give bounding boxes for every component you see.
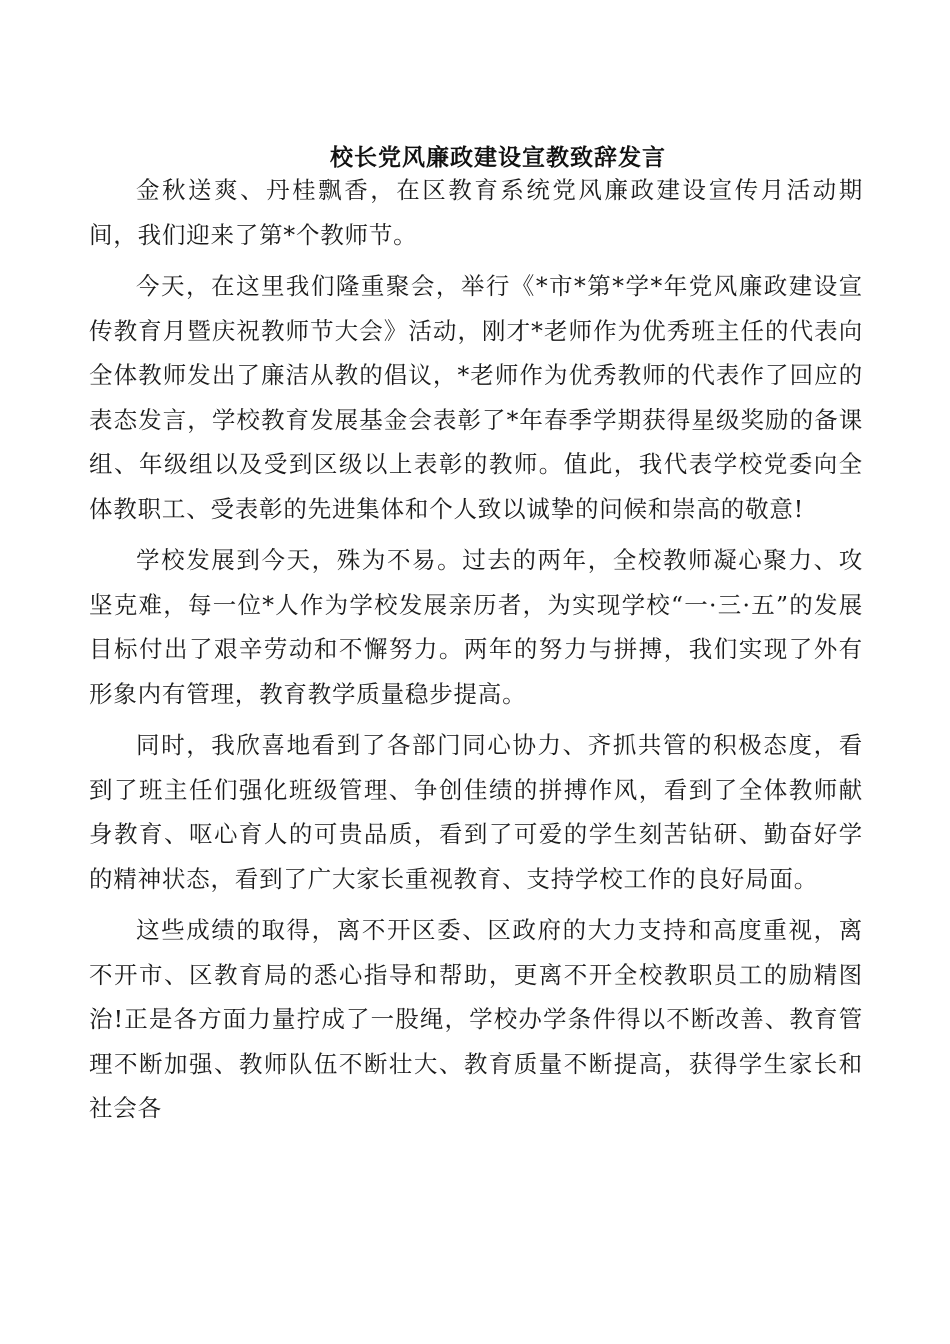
paragraph-1: 金秋送爽、丹桂飘香，在区教育系统党风廉政建设宣传月活动期间，我们迎来了第*个教师节。 [89,176,863,249]
paragraph-5: 这些成绩的取得，离不开区委、区政府的大力支持和高度重视，离不开市、区教育局的悉心指导和帮助，更离不开全校教职员工的励精图治!正是各方面力量拧成了一股绳，学校办学条件得以不断改善、教育管理不断加强、教师队伍不断壮大、教育质量不断提高，获得学生家长和社会各 [89,916,863,1122]
paragraph-2: 今天，在这里我们隆重聚会，举行《*市*第*学*年党风廉政建设宣传教育月暨庆祝教师节大会》活动，刚才*老师作为优秀班主任的代表向全体教师发出了廉洁从教的倡议，*老师作为优秀教师的代表作了回应的表态发言，学校教育发展基金会表彰了*年春季学期获得星级奖励的备课组、年级组以及受到区级以上表彰的教师。值此，我代表学校党委向全体教职工、受表彰的先进集体和个人致以诚挚的问候和崇高的敬意! [89,272,863,523]
paragraph-4: 同时，我欣喜地看到了各部门同心协力、齐抓共管的积极态度，看到了班主任们强化班级管理、争创佳绩的拼搏作风，看到了全体教师献身教育、呕心育人的可贵品质，看到了可爱的学生刻苦钻研、勤奋好学的精神状态，看到了广大家长重视教育、支持学校工作的良好局面。 [89,731,863,893]
document-title: 校长党风廉政建设宣教致辞发言 [330,144,666,171]
document-body [89,168,863,1138]
paragraph-3: 学校发展到今天，殊为不易。过去的两年，全校教师凝心聚力、攻坚克难，每一位*人作为学校发展亲历者，为实现学校“一·三·五”的发展目标付出了艰辛劳动和不懈努力。两年的努力与拼搏，我们实现了外有形象内有管理，教育教学质量稳步提高。 [89,546,863,708]
